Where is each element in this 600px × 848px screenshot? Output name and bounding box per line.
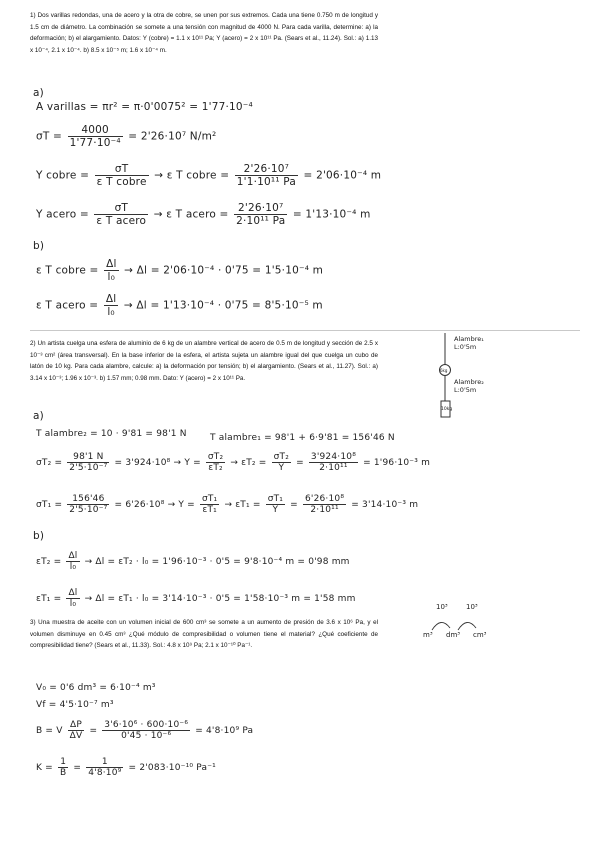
solution2-tension-1: T alambre₁ = 98'1 + 6·9'81 = 156'46 N (210, 433, 395, 443)
sphere-label: 6kg (440, 368, 448, 373)
wire-2-label: Alambre₂ L:0'5m (454, 378, 484, 394)
solution2-elong-2-row: εT₂ = $\frac{\Delta l}{\text{l₀}}$ → Δl = εT₂ · l₀ = 1'96·10⁻³ · 0'5 = 9'8·10⁻⁴ m = 0'98 mm (36, 551, 350, 572)
strain-acero-rhs: = 1'13·10⁻⁴ m (292, 208, 371, 221)
unit-dm3: dm³ (446, 631, 461, 639)
elong-1-fraction: $\frac{\Delta l}{\text{l₀}}$ (68, 588, 78, 609)
solution2-part-a: a) (33, 410, 44, 422)
conversion-arc-1 (432, 622, 450, 630)
bulk-value-fraction: $\frac{\text{3'6·10⁶ · 600·10⁻⁶}}{\text{0'45 · 10⁻⁶}}$ (104, 720, 189, 741)
strain-1-value-fraction: $\frac{\text{6'26·10⁸}}{\text{2·10¹¹}}$ (304, 494, 345, 515)
solution3-bulk-modulus-row: B = V $\frac{\Delta P}{\Delta V}$ = $\frac{\text{3'6·10⁶ · 600·10⁻⁶}}{\text{0'45 · 10⁻⁶}}$ = 4'8·10⁹ Pa (36, 720, 254, 741)
young-acero-lhs: Y acero = (36, 208, 89, 221)
stress-2-fraction: $\frac{98'1 N}{\text{2'5·10⁻⁷}}$ (69, 452, 108, 473)
strain-cobre-lhs: → ε T cobre = (154, 169, 230, 182)
solution1-part-b: b) (33, 240, 45, 252)
young-cobre-lhs: Y cobre = (36, 169, 90, 182)
solution1-part-a: a) (33, 87, 44, 99)
cube-label: 10kg (441, 407, 453, 412)
stress-1-fraction: $\frac{156'46}{\text{2'5·10⁻⁷}}$ (69, 494, 108, 515)
strain-cobre-rhs: = 2'06·10⁻⁴ m (303, 169, 382, 182)
compressibility-value-fraction: $\frac{1}{\text{4'8·10⁹}}$ (88, 757, 122, 778)
conversion-factor-1: 10³ (436, 603, 448, 611)
solution2-stress-1-row: σT₁ = $\frac{156'46}{\text{2'5·10⁻⁷}}$ = 6'26·10⁸ → Y = $\frac{\text{σT₁}}{\text{εT₁}}$ → εT₁ = $\frac{\text{σT₁}}{Y}$ = $\frac{\text{6'26·10⁸}}{\text{2·10¹¹}}$ = 3'14·10⁻³ m (36, 494, 419, 515)
young-cobre-fraction: $\frac{\sigma T}{\text{ε T cobre}}$ (96, 163, 147, 188)
strain-2-fraction: $\frac{\text{σT₂}}{Y}$ (273, 452, 290, 473)
solution2-part-b: b) (33, 530, 45, 542)
solution1-area: A varillas = πr² = π·0'0075² = 1'77·10⁻⁴ (36, 101, 253, 113)
stress-fraction: $\frac{4000}{\text{1'77·10⁻⁴}}$ (69, 124, 121, 149)
strain-2-value-fraction: $\frac{\text{3'924·10⁸}}{\text{2·10¹¹}}$ (310, 452, 357, 473)
solution3-initial-volume: V₀ = 0'6 dm³ = 6·10⁻⁴ m³ (36, 683, 156, 693)
stress-rhs: = 2'26·10⁷ N/m² (128, 130, 217, 143)
problem-1-statement: 1) Dos varillas redondas, una de acero y la otra de cobre, se unen por sus extremos. Cada una tiene 0.750 m de longitud y 1.5 cm de diámetro. La combinación se somete a una tensión con magnitud de 4000 N. Para cada varilla, determine: a) la deformación; b) el alargamiento. Datos: Y (cobre) = 1.1 x 10¹¹ Pa; Y (acero) = 2 x 10¹¹ Pa. (Sears et al., 11.24). Sol.: a) 1.13 x 10⁻⁴, 2.1 x 10⁻⁴. b) 8.5 x 10⁻⁵ m; 1.6 x 10⁻⁴ m. (30, 12, 378, 54)
elong-acero-lhs: ε T acero = (36, 299, 99, 312)
solution3-compressibility-row: K = $\frac{1}{B}$ = $\frac{1}{\text{4'8·10⁹}}$ = 2'083·10⁻¹⁰ Pa⁻¹ (36, 757, 216, 778)
solution3-final-volume: Vf = 4'5·10⁻⁷ m³ (36, 700, 114, 710)
elong-cobre-rhs: → Δl = 2'06·10⁻⁴ · 0'75 = 1'5·10⁻⁴ m (124, 264, 324, 277)
elong-cobre-lhs: ε T cobre = (36, 264, 99, 277)
stress-lhs: σT = (36, 130, 63, 143)
conversion-arc-2 (458, 622, 476, 630)
young-2-fraction: $\frac{\text{σT₂}}{\text{εT₂}}$ (207, 452, 224, 473)
elong-2-fraction: $\frac{\Delta l}{\text{l₀}}$ (68, 551, 78, 572)
problem-3-statement: 3) Una muestra de aceite con un volumen inicial de 600 cm³ se somete a un aumento de presión de 3.6 x 10⁶ Pa, y el volumen disminuye en 0.45 cm³ ¿Qué módulo de compresibilidad o volumen tiene el material? ¿Qué coeficiente de compresibilidad tiene? (Sears et al., 11.33). Sol.: 4.8 x 10⁹ Pa; 2.1 x 10⁻¹⁰ Pa⁻¹. (30, 619, 378, 650)
strain-acero-fraction: $\frac{\text{2'26·10⁷}}{\text{2·10¹¹ Pa}}$ (236, 202, 286, 227)
conversion-factor-2: 10³ (466, 603, 478, 611)
young-1-fraction: $\frac{\text{σT₁}}{\text{εT₁}}$ (201, 494, 218, 515)
strain-cobre-fraction: $\frac{\text{2'26·10⁷}}{\text{1'1·10¹¹ Pa}}$ (236, 163, 296, 188)
solution2-tension-2: T alambre₂ = 10 · 9'81 = 98'1 N (36, 429, 187, 439)
elong-cobre-fraction: $\frac{\Delta l}{\text{l₀}}$ (106, 258, 117, 283)
compressibility-fraction: $\frac{1}{B}$ (59, 757, 67, 778)
solution2-elong-1-row: εT₁ = $\frac{\Delta l}{\text{l₀}}$ → Δl = εT₁ · l₀ = 3'14·10⁻³ · 0'5 = 1'58·10⁻³ m = 1'58 mm (36, 588, 356, 609)
wire-1-label: Alambre₁ L:0'5m (454, 335, 484, 351)
solution2-stress-2-row: σT₂ = $\frac{98'1 N}{\text{2'5·10⁻⁷}}$ = 3'924·10⁸ → Y = $\frac{\text{σT₂}}{\text{εT₂}}$ → εT₂ = $\frac{\text{σT₂}}{Y}$ = $\frac{\text{3'924·10⁸}}{\text{2·10¹¹}}$ = 1'96·10⁻³ m (36, 452, 431, 473)
young-acero-fraction: $\frac{\sigma T}{\text{ε T acero}}$ (96, 202, 147, 227)
elong-acero-rhs: → Δl = 1'13·10⁻⁴ · 0'75 = 8'5·10⁻⁵ m (123, 299, 323, 312)
unit-m3: m³ (423, 631, 433, 639)
strain-acero-lhs: → ε T acero = (153, 208, 229, 221)
strain-1-fraction: $\frac{\text{σT₁}}{Y}$ (267, 494, 284, 515)
bulk-ratio-fraction: $\frac{\Delta P}{\Delta V}$ (69, 720, 83, 741)
problem-2-statement: 2) Un artista cuelga una esfera de aluminio de 6 kg de un alambre vertical de acero de 0.5 m de longitud y sección de 2.5 x 10⁻³ cm² (área transversal). En la base inferior de la esfera, el artista sujeta un alambre igual del que cuelga un cubo de latón de 10 kg. Para cada alambre, calcule: a) la deformación por tensión; b) el alargamiento. (Sears et al., 11.27). Sol.: a) 3.14 x 10⁻³; 1.96 x 10⁻³. b) 1.57 mm; 0.98 mm. Dato: Y (acero) = 2 x 10¹¹ Pa. (30, 340, 378, 382)
unit-cm3: cm³ (473, 631, 487, 639)
elong-acero-fraction: $\frac{\Delta l}{\text{l₀}}$ (105, 293, 117, 318)
